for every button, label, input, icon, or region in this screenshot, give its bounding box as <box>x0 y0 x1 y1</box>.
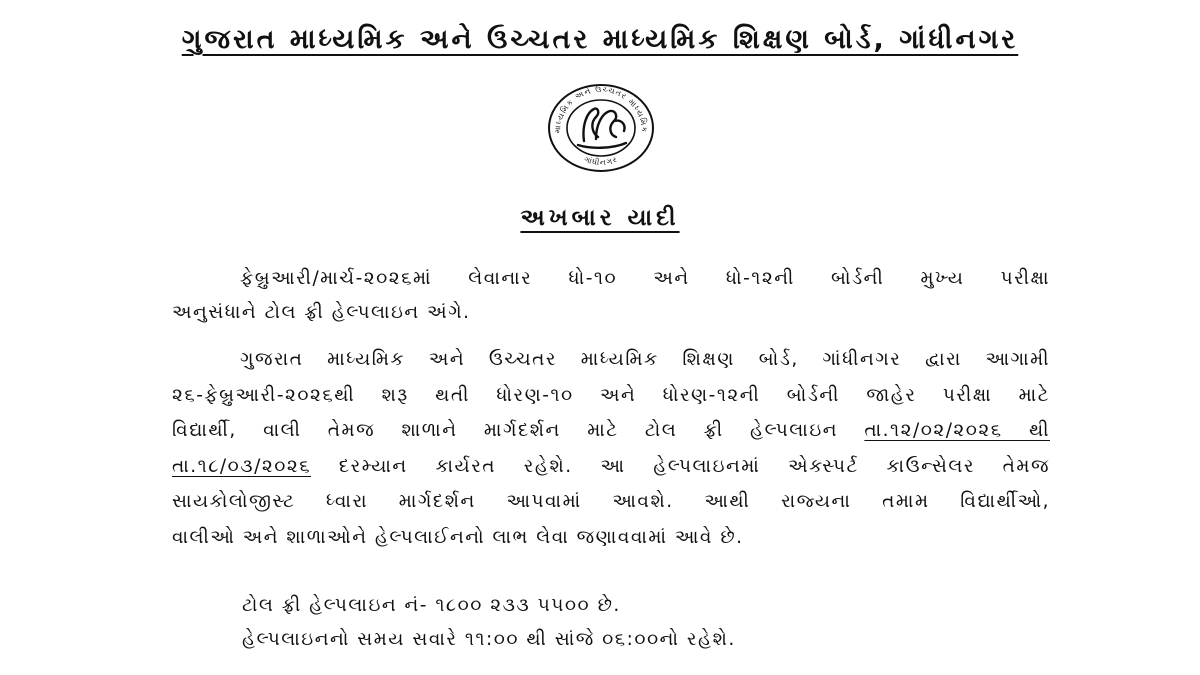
board-seal-logo <box>538 83 664 173</box>
swan-emblem-icon <box>578 109 626 148</box>
seal-bottom-text: ગાંધીનગર <box>582 154 620 168</box>
helpline-number: ટોલ ફ્રી હેલ્પલાઇન નં- ૧૮૦૦ ૨૩૩ ૫૫૦૦ છે. <box>242 595 621 616</box>
body-line: ૨૬-ફેબ્રુઆરી-૨૦૨૬થી શરૂ થતી ધોરણ-૧૦ અને ધોરણ-૧૨ની બોર્ડની જાહેર પરીક્ષા માટે <box>172 384 1050 406</box>
body-text: વિદ્યાર્થી, વાલી તેમજ શાળાને માર્ગદર્શન માટે ટોલ ફ્રી હેલ્પલાઇન <box>172 420 865 441</box>
subject-paragraph <box>172 262 1050 330</box>
body-line: વાલીઓ અને શાળાઓને હેલ્પલાઈનનો લાભ લેવા જણાવવામાં આવે છે. <box>172 526 744 548</box>
body-line: સાયકોલોજીસ્ટ ધ્વારા માર્ગદર્શન આપવામાં આવશે. આથી રાજ્યના તમામ વિદ્યાર્થીઓ, <box>172 491 1050 512</box>
seal-top-text: માધ્યમિક અને ઉચ્ચતર માધ્યમિક <box>552 84 650 134</box>
body-paragraph <box>172 342 1050 555</box>
helpline-end-date: તા.૧૮/૦૩/૨૦૨૬ <box>172 455 312 477</box>
helpline-info <box>242 589 1002 657</box>
board-title: ગુજરાત માધ્યમિક અને ઉચ્ચતર માધ્યમિક શિક્ષણ બોર્ડ, ગાંધીનગર <box>181 24 1019 55</box>
body-line <box>172 449 1050 485</box>
helpline-start-date: તા.૧૨/૦૨/૨૦૨૬ થી <box>864 420 1050 441</box>
helpline-timing: હેલ્પલાઇનનો સમય સવારે ૧૧:૦૦ થી સાંજે ૦૬:૦૦નો રહેશે. <box>242 629 736 650</box>
press-release-heading: અખબાર યાદી <box>520 205 680 231</box>
subject-line: અનુસંધાને ટોલ ફ્રી હેલ્પલાઇન અંગે. <box>172 302 471 323</box>
body-text: દરમ્યાન કાર્યરત રહેશે. આ હેલ્પલાઇનમાં એક્સ્પર્ટ કાઉન્સેલર તેમજ <box>311 455 1050 477</box>
body-line: ગુજરાત માધ્યમિક અને ઉચ્ચતર માધ્યમિક શિક્ષણ બોર્ડ, ગાંધીનગર દ્વારા આગામી <box>240 349 1050 370</box>
subject-line: ફેબ્રુઆરી/માર્ચ-૨૦૨૬માં લેવાનાર ધો-૧૦ અને ધો-૧૨ની બોર્ડની મુખ્ય પરીક્ષા <box>240 268 1050 289</box>
body-line <box>172 413 1050 449</box>
